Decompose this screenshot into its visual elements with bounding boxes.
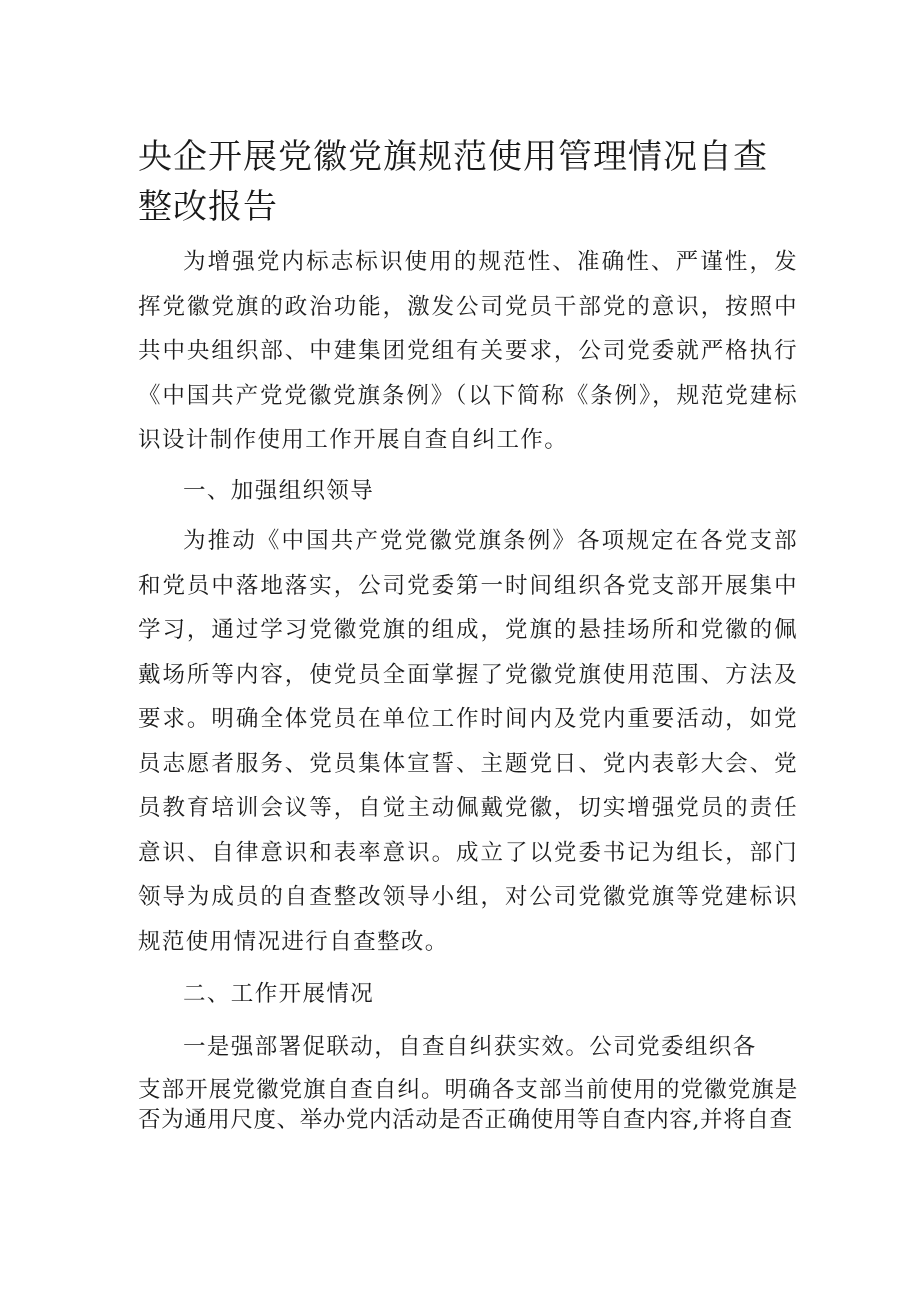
section-1-paragraph: 为推动《中国共产党党徽党旗条例》各项规定在各党支部和党员中落地落实，公司党委第一时间组织各党支部开展集中学习，通过学习党徽党旗的组成，党旗的悬挂场所和党徽的佩戴场所等内容，使党员全面掌握了党徽党旗使用范围、方法及要求。明确全体党员在单位工作时间内及党内重要活动，如党员志愿者服务、党员集体宣誓、主题党日、党内表彰大会、党员教育培训会议等，自觉主动佩戴党徽，切实增强党员的责任意识、自律意识和表率意识。成立了以党委书记为组长，部门领导为成员的自查整改领导小组，对公司党徽党旗等党建标识规范使用情况进行自查整改。: [138, 528, 798, 955]
document-title: 央企开展党徽党旗规范使用管理情况自查整改报告: [138, 137, 768, 227]
document-body: [138, 240, 798, 1135]
section-heading-1: 一、加强组织领导: [183, 477, 375, 504]
intro-paragraph: 为增强党内标志标识使用的规范性、准确性、严谨性，发挥党徽党旗的政治功能，激发公司党员干部党的意识，按照中共中央组织部、中建集团党组有关要求，公司党委就严格执行《中国共产党党徽党旗条例》（以下简称《条例》，规范党建标识设计制作使用工作开展自查自纠工作。: [138, 249, 798, 453]
section-heading-2: 二、工作开展情况: [183, 981, 375, 1007]
section-2-lead-line: 一是强部署促联动，自查自纠获实效。公司党委组织各: [183, 1033, 757, 1060]
section-2-continuation: 支部开展党徽党旗自查自纠。明确各支部当前使用的党徽党旗是否为通用尺度、举办党内活动是否正确使用等自查内容,并将自查: [138, 1077, 798, 1133]
